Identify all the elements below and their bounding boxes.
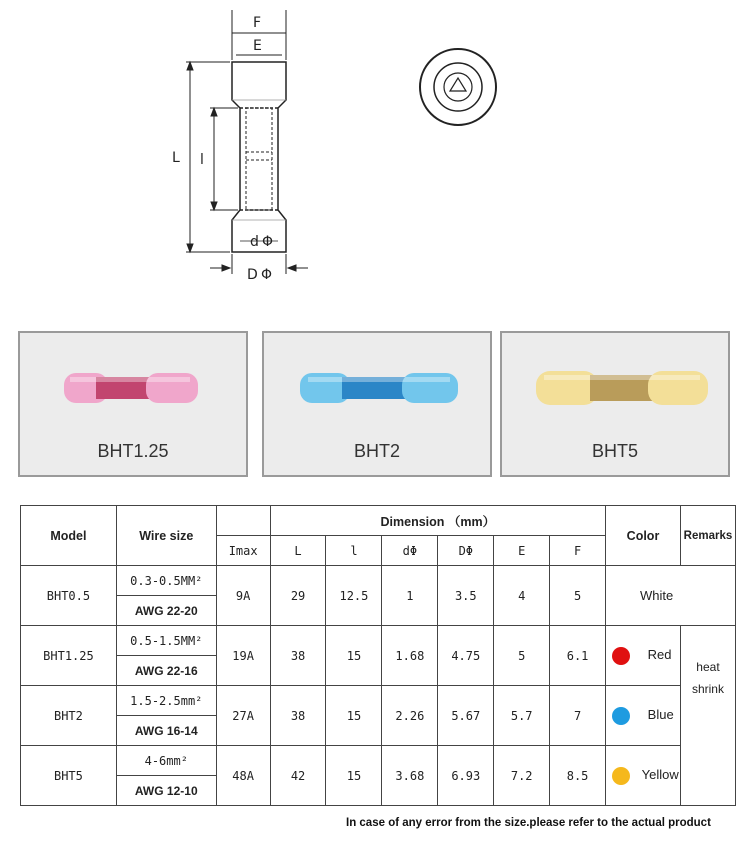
row-wire-mm: 1.5-2.5mm² <box>116 686 216 716</box>
row-model: BHT5 <box>21 746 117 806</box>
row-e: 5.7 <box>494 686 550 746</box>
red-dot-icon <box>612 647 630 665</box>
header-dimension: Dimension （mm） <box>270 506 605 536</box>
size-disclaimer-note: In case of any error from the size.please refer to the actual product <box>346 817 711 829</box>
row-imax: 19A <box>216 626 270 686</box>
row-d-large: 4.75 <box>438 626 494 686</box>
row-f: 8.5 <box>550 746 606 806</box>
row-color <box>606 566 736 626</box>
color-label: White <box>640 588 674 603</box>
row-l-lower: 12.5 <box>326 566 382 626</box>
row-wire-mm: 0.5-1.5MM² <box>116 626 216 656</box>
row-d-small: 2.26 <box>382 686 438 746</box>
row-model: BHT0.5 <box>21 566 117 626</box>
terminal-yellow-image <box>502 363 732 413</box>
terminal-pink-image <box>20 363 250 413</box>
row-l-upper: 42 <box>270 746 326 806</box>
header-remarks: Remarks <box>680 506 735 566</box>
product-card-bht125 <box>18 331 248 477</box>
row-l-lower: 15 <box>326 686 382 746</box>
header-l-lower: l <box>326 536 382 566</box>
row-l-lower: 15 <box>326 626 382 686</box>
row-d-small: 1 <box>382 566 438 626</box>
header-model: Model <box>21 506 117 566</box>
row-e: 7.2 <box>494 746 550 806</box>
row-color <box>606 626 681 686</box>
dim-label-d-small: d <box>250 234 259 250</box>
row-model: BHT1.25 <box>21 626 117 686</box>
remarks-line: heat <box>696 660 720 674</box>
header-color: Color <box>606 506 681 566</box>
row-e: 4 <box>494 566 550 626</box>
row-color <box>606 686 681 746</box>
yellow-dot-icon <box>612 767 630 785</box>
header-d-small: dΦ <box>382 536 438 566</box>
header-e: E <box>494 536 550 566</box>
row-model: BHT2 <box>21 686 117 746</box>
row-f: 6.1 <box>550 626 606 686</box>
row-f: 5 <box>550 566 606 626</box>
row-d-small: 3.68 <box>382 746 438 806</box>
end-view-icon <box>420 49 496 125</box>
header-imax: Imax <box>216 536 270 566</box>
row-e: 5 <box>494 626 550 686</box>
row-wire-mm: 0.3-0.5MM² <box>116 566 216 596</box>
header-l-upper: L <box>270 536 326 566</box>
product-name: BHT2 <box>353 441 400 461</box>
row-l-upper: 38 <box>270 686 326 746</box>
row-d-small: 1.68 <box>382 626 438 686</box>
row-d-large: 3.5 <box>438 566 494 626</box>
terminal-technical-drawing <box>150 0 590 290</box>
dim-label-d-large: D <box>247 267 258 283</box>
row-wire-awg: AWG 22-16 <box>116 656 216 686</box>
row-imax: 48A <box>216 746 270 806</box>
row-color <box>606 746 681 806</box>
dim-label-phi-small: Φ <box>262 234 274 250</box>
row-wire-awg: AWG 22-20 <box>116 596 216 626</box>
header-f: F <box>550 536 606 566</box>
row-l-lower: 15 <box>326 746 382 806</box>
product-name: BHT5 <box>591 441 638 461</box>
dim-label-f: F <box>253 15 262 31</box>
row-imax: 9A <box>216 566 270 626</box>
color-label: Blue <box>647 706 674 722</box>
spec-table <box>20 505 736 806</box>
dim-label-phi-large: Φ <box>261 267 273 283</box>
remarks-cell <box>680 626 735 806</box>
row-imax: 27A <box>216 686 270 746</box>
row-l-upper: 29 <box>270 566 326 626</box>
product-gallery <box>18 331 738 479</box>
dim-label-l-lower: l <box>200 152 204 168</box>
terminal-blue-image <box>264 363 494 413</box>
row-l-upper: 38 <box>270 626 326 686</box>
header-wire-size: Wire size <box>116 506 216 566</box>
dim-label-e: E <box>253 38 262 54</box>
remarks-line: shrink <box>691 682 724 696</box>
row-wire-awg: AWG 12-10 <box>116 776 216 806</box>
dim-label-l-upper: L <box>172 150 180 166</box>
color-label: Yellow <box>641 766 679 782</box>
row-wire-awg: AWG 16-14 <box>116 716 216 746</box>
row-d-large: 6.93 <box>438 746 494 806</box>
product-card-bht2 <box>262 331 492 477</box>
product-card-bht5 <box>500 331 730 477</box>
product-name: BHT1.25 <box>97 441 169 461</box>
row-wire-mm: 4-6mm² <box>116 746 216 776</box>
color-label: Red <box>647 646 672 662</box>
row-f: 7 <box>550 686 606 746</box>
row-d-large: 5.67 <box>438 686 494 746</box>
header-d-large: DΦ <box>438 536 494 566</box>
blue-dot-icon <box>612 707 630 725</box>
